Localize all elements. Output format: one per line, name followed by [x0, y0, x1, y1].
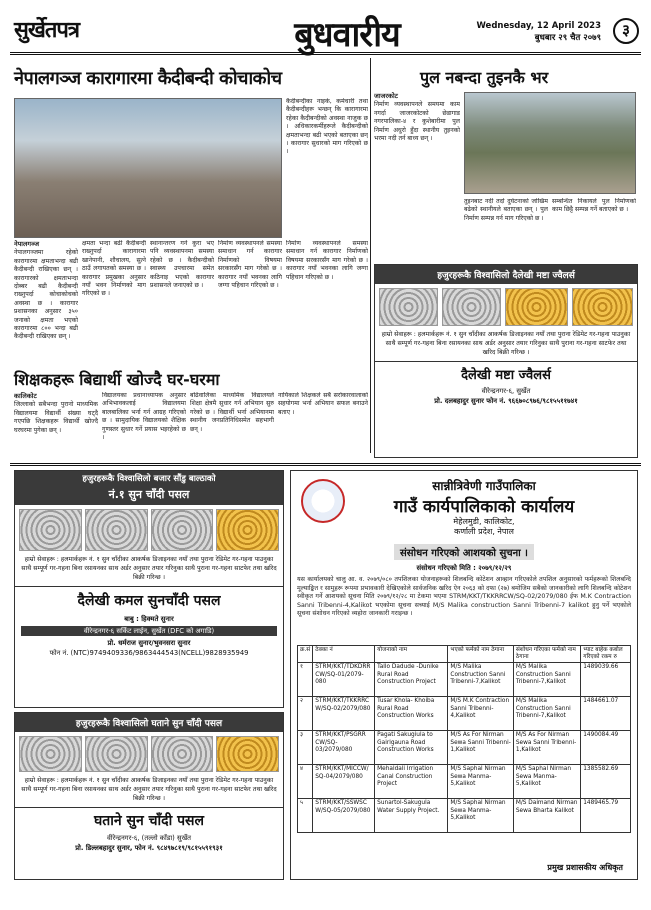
story1-byline: नेपालगञ्ज — [14, 240, 40, 248]
table-cell: M/S As For Nirman Sewa Sanni Tribenni-1,Kalikot — [513, 731, 580, 765]
story2-col3: सम्बन्धित निकायले पुल निर्माणको काम छिट्टै सम्पन्न गर्ने बताएको छ । — [552, 198, 636, 214]
table-cell: STRM/KKT/PSGRR CW/SQ-03/2079/080 — [313, 731, 375, 765]
necklace-image — [572, 288, 633, 326]
necklace-image — [216, 509, 279, 551]
notice-table-header-cell: भएको फर्मको नाम ठेगाना — [448, 646, 513, 663]
ad-ghatane-jewellers — [14, 712, 284, 880]
necklace-image — [19, 736, 82, 772]
table-cell: ३ — [298, 731, 313, 765]
table-cell: १ — [298, 663, 313, 697]
table-row — [298, 765, 631, 799]
story3-col2: विद्यालयका प्रधानाध्यापक अनुसार अभिभावकलाई विद्यालयमा बालबालिका भर्ना गर्न आग्रह गरिएको छ । सामुदायिक विद्यालयको शैक्षिक गुणस्तर सुधार गर्ने प्रयास भइरहेको छ । — [102, 392, 186, 442]
ad-ghatane-head: हजुरहरूकै विश्वासिलो घताने सुन चाँदी पसल — [15, 713, 283, 732]
ad-kamal-prop: प्रो. धर्मराज सुनार/भुवनसरा सुनार — [107, 639, 191, 647]
notice-office2: गाउँ कार्यपालिकाको कार्यालय — [393, 497, 575, 517]
table-cell: M/S Saphal Nirman Sewa Manma-5,Kalikot — [513, 765, 580, 799]
nepal-emblem-icon — [301, 479, 345, 523]
table-row — [298, 663, 631, 697]
dateline — [476, 20, 601, 44]
notice-table-header-cell: भ्याट बाहेक कबोल गरिएको रकम रु — [581, 646, 631, 663]
necklace-image — [151, 736, 214, 772]
table-cell: STRM/KKT/TKKRRC W/SQ-02/2079/080 — [313, 697, 375, 731]
necklace-image — [151, 509, 214, 551]
ad-mashta-text: हाम्रो सेवाहरू : हलमार्कहरू नं. १ सुन चाँदीका आकर्षक डिजाइनका नयाँ तथा पुराना रेडिमेट गर-गहना पाउनुका साथै सम्पूर्ण गर-गहना बिना रसायनका साथ अर्डर अनुसार तयार गरिनुका साथै पुराना गर-गहना साटफेर तथा खरिद बिक्री गरिन्छ । — [381, 331, 631, 356]
section-rule — [10, 463, 641, 466]
ad-kamal-head1: हजुरहरूकै विश्वासिलो बजार सौंडु बाल्ठाको — [15, 471, 283, 486]
municipality-notice — [290, 470, 638, 880]
story2-photo — [464, 92, 636, 194]
table-row — [298, 731, 631, 765]
ad-kamal-name: दैलेखी कमल सुनचाँदी पसल — [77, 593, 221, 609]
ad-mashta-address: वीरेन्द्रनगर-६, सुर्खेत — [481, 387, 531, 395]
table-cell: २ — [298, 697, 313, 731]
column-divider — [370, 58, 371, 453]
story1-col2: क्षमता भन्दा बढी कैदीबन्दी राख्नुपर्दा कारागारमा खानेपानी, शौचालय, सुत्ने ठाउँ लगायतको समस्या छ । कारागार प्रमुखका अनुसार नयाँ भवन निर्माणको माग गरिएको छ । — [82, 240, 146, 298]
story2-byline: जाजरकोट — [374, 92, 398, 100]
table-cell: STRM/KKT/SSWSC W/SQ-05/2079/080 — [313, 799, 375, 833]
notice-signature: प्रमुख प्रशासकीय अधिकृत — [547, 863, 623, 872]
story1-col4: कैदीबन्दीका नाइके, कर्मचारी तथा कैदीबन्दीहरू भन्छन् कि कारागारमा रहेका कैदीबन्दीको अवस्था नाजुक छ । अधिकारकर्मीहरूले कैदीबन्दीको क्षमताभन्दा बढी भएको बताएका छन् । कारागार सुधारको माग गरिएको छ । — [286, 98, 368, 156]
table-cell: M/S M.K Contraction Sanni Tribenni-4,Kalikot — [448, 697, 513, 731]
necklace-image — [216, 736, 279, 772]
table-cell: M/S Saphal Nirman Sewa Manma-5,Kalikot — [448, 799, 513, 833]
table-cell: 1489465.79 — [581, 799, 631, 833]
ad-kamal-jewellers — [14, 470, 284, 708]
story1-photo — [14, 98, 282, 238]
table-cell: STRM/KKT/TDKDRR CW/SQ-01/2079-080 — [313, 663, 375, 697]
notice-table-header — [298, 646, 631, 663]
story3-byline: कालिकोट — [14, 392, 37, 400]
story1-col5: निर्माण व्यवस्थापनले समस्या समाधान गर्न कारागार निर्माणको विषयमा सरकारसँग माग गरेको छ । कारागार नयाँ भवनका लागि जग्गा पहिचान गरिएको छ । — [218, 240, 282, 290]
notice-address2: कर्णाली प्रदेश, नेपाल — [454, 527, 514, 536]
necklace-image — [379, 288, 438, 326]
ad-mashta-head: हजुरहरूकै विश्वासिलो दैलेखी मष्टा ज्वैलर्स — [375, 265, 637, 284]
notice-date: संसोधन गरिएको मिति : २०७९/१२/२९ — [416, 564, 512, 572]
necklace-image — [442, 288, 501, 326]
ad-kamal-phone: फोन नं. (NTC)9749409336/9863444543(NCELL)9828935949 — [49, 649, 249, 657]
ad-ghatane-name: घताने सुन चाँदी पसल — [94, 813, 204, 829]
table-cell: Tusar Khola- Khoiba Rural Road Construction Works — [375, 697, 448, 731]
story1-col1: नेपालगञ्ज नेपालगञ्जमा रहेको कारागारमा क्षमताभन्दा बढी कैदीबन्दी राखिएका छन् । कारागारको क्षमताभन्दा दोब्बर बढी कैदीबन्दी राख्नुपर्दा कोचाकोचको अवस्था छ । कारागार प्रशासनका अनुसार ३५० जनाको क्षमता भएको कारागारमा ८०० भन्दा बढी कैदीबन्दी राखिएका छन् । — [14, 240, 78, 341]
table-cell: 1490084.49 — [581, 731, 631, 765]
ad-mashta-owner: प्रो. दलबहादुर सुनार फोन नं. ९६६७०८९७६/९८१५५११७४१ — [434, 397, 578, 405]
table-cell: M/S Daimand Nirman Sewa Bharta Kalikot — [513, 799, 580, 833]
story3-col1: कालिकोट जिल्लाको सबैभन्दा पुरानो माध्यमिक विद्यालयमा विद्यार्थी संख्या घट्दै गएपछि शिक्षकहरू विद्यार्थी खोज्दै घरघरमा पुगेका छन् । — [14, 392, 98, 434]
masthead-logo: सुर्खेतपत्र — [14, 17, 80, 43]
table-cell: Mehaldali Irrigation Canal Construction Project — [375, 765, 448, 799]
notice-address1: मेहेलमुडी, कालिकोट, — [453, 517, 515, 526]
story3-headline: शिक्षकहरू बिद्यार्थी खोज्दै घर-घरमा — [14, 370, 220, 389]
notice-title: संसोधन गरिएको आशयको सुचना । — [394, 544, 534, 560]
necklace-image — [85, 509, 148, 551]
notice-table-header-cell: संशोधन गरिएका फर्मको नाम ठेगाना — [513, 646, 580, 663]
ad-ghatane-text: हाम्रो सेवाहरू : हलमार्कहरू नं. १ सुन चाँदीका आकर्षक डिजाइनका नयाँ तथा पुराना रेडिमेट गर-गहना पाउनुका साथै सम्पूर्ण गर-गहना बिना रसायनका साथ अर्डर अनुसार तयार गरिनुका साथै पुराना गर-गहना साटफेर तथा खरिद बिक्री गरिन्छ । — [21, 777, 277, 802]
ad-ghatane-owner: प्रो. डिल्लबहादुर सुनार, फोन नं. ९८४९७८१९/९८१५५९१९३१ — [75, 844, 223, 852]
notice-body: यस कार्यालयको चालु आ. व. २०७९/०८० तपशिलका योजनाहरूको शिलबन्दि कोटेशन आव्हान गरिएकोले तपशिल अनुसारको फर्महरूको शिलबन्दि मूल्याङ्कित र सामुहरू रूपमा प्रभावकारी देखिएकोले सार्वजनिक खरिद ऐन २०६३ को दफा (२७) बमोजिम सबैको जानकारीको लागि शिलबन्दि कोटेशन स्वीकृत गर्ने आशयको सूचना मिति २०७९/१२/२८ मा टेकमा भएमा STRM/KKT/TKKRRCW/SQ-02/2079/080 ईफ M.K Contraction Sanni Tribenni-4,Kalikot भएकोमा सूचना सच्याई M/S Malika construction Sanni Tribenni-7 kalikot हुनु पर्ने भएकोले सूचना संशोधन गरिएको व्यहोरा जानकारी गराइन्छ । — [297, 576, 631, 618]
ad-mashta-name: दैलेखी मष्टा ज्वैलर्स — [461, 368, 551, 383]
ad-kamal-head2: नं.१ सुन चाँदी पसल — [15, 486, 283, 505]
ad-mashta-jewellers — [374, 264, 638, 458]
notice-table-header-cell: योजनाको नाम — [375, 646, 448, 663]
table-cell: Sunartol-Sakugula Water Supply Project. — [375, 799, 448, 833]
ad-ghatane-address: वीरेन्द्रनगर-६, (तल्लो काँडा) सुर्खेत — [106, 834, 192, 842]
notice-office1: सान्नीत्रिवेणी गाउँपालिका — [432, 479, 536, 493]
story1-col5b: निर्माण व्यवस्थापनले समस्या समाधान गर्न कारागार निर्माणको विषयमा सरकारसँग माग गरेको छ । कारागार नयाँ भवनका लागि जग्गा पहिचान गरिएको छ । — [286, 240, 368, 281]
table-cell: M/S Malika Construction Sanni Tribenni-7,Kalikot — [513, 663, 580, 697]
date-nepali: बुधबार २९ चैत २०७९ — [534, 33, 601, 43]
story2-col1: जाजरकोट निर्माण व्यवस्थापनले समयमा काम नगर्दा जाजरकोटको छेडागाड नगरपालिका-४ र कुशेबारीमा पुल निर्माण अधुरो हुँदा स्थानीय तुइनको भरमा नदी तर्न बाध्य छन् । — [374, 92, 460, 143]
table-row — [298, 697, 631, 731]
story2-col2: तुइनबाट नदी तर्दा दुर्घटनाको जोखिम बढेको स्थानीयले बताएका छन् । पुल निर्माण सम्पन्न गर्न माग गरिएको छ । — [464, 198, 548, 222]
table-cell: 1385582.69 — [581, 765, 631, 799]
story1-col3: स्थानान्तरण गर्ने कुरा भए पनि व्यवस्थापनमा समस्या रहेको छ । कैदीबन्दीको स्वास्थ्य उपचारमा समेत कठिनाइ भएको कारागार प्रशासनले जनाएको छ । — [150, 240, 214, 290]
table-row — [298, 799, 631, 833]
table-cell: 1489039.66 — [581, 663, 631, 697]
story2-headline: पुल नबन्दा तुइनकै भर — [420, 68, 549, 87]
notice-table-header-cell: क्र.सं — [298, 646, 313, 663]
necklace-image — [505, 288, 568, 326]
story3-col3: बढिवालिका माध्यमिक विद्यालयले शिक्षा क्षेत्रमै सुधार गर्न अभियान सुरु गरेको छ । विद्यार्थी भर्ना अभियानमा स्थानीय जनप्रतिनिधिसमेत सहभागी छन् । — [190, 392, 274, 433]
table-cell: STRM/KKT/MICCW/ SQ-04/2079/080 — [313, 765, 375, 799]
notice-table — [297, 645, 631, 833]
notice-table-header-cell: ठेक्का नं — [313, 646, 375, 663]
table-cell: M/S As For Nirman Sewa Sanni Tribenni-1,Kalikot — [448, 731, 513, 765]
page-title: बुधवारीय — [294, 15, 400, 55]
ad-kamal-owner: बाबु : हिक्मते सुनार — [124, 615, 174, 623]
table-cell: Tallo Dadude -Dunike Rural Road Construction Project — [375, 663, 448, 697]
table-cell: Pagati Sakugiula to Gairigauna Road Construction Works — [375, 731, 448, 765]
story3-col4: नायिकाले शिक्षकले सबै सरोकारवालाको सहयोगमा भर्ना अभियान सफल बनाउने बताए । — [278, 392, 368, 416]
page-number: ३ — [613, 18, 639, 44]
ad-kamal-text: हाम्रो सेवाहरू : हलमार्कहरू नं. १ सुन चाँदीका आकर्षक डिजाइनका नयाँ तथा पुराना रेडिमेट गर-गहना पाउनुका साथै सम्पूर्ण गर-गहना बिना रसायनका साथ अर्डर अनुसार तयार गरिनुका साथै पुराना गर-गहना साटफेर तथा खरिद बिक्री गरिन्छ । — [21, 556, 277, 581]
ad-kamal-address: वीरेन्द्रनगर-६ सर्किट लाईन, सुर्खेत (DFC को अगाडि) — [21, 626, 277, 636]
table-cell: 1484661.07 — [581, 697, 631, 731]
table-cell: M/S Malika Construction Sanni Tribenni-7,Kalikot — [448, 663, 513, 697]
table-cell: M/S Malika Construction Sanni Tribenni-7,Kalikot — [513, 697, 580, 731]
necklace-image — [19, 509, 82, 551]
table-cell: ४ — [298, 765, 313, 799]
date-english: Wednesday, 12 April 2023 — [476, 21, 601, 31]
table-cell: ५ — [298, 799, 313, 833]
story1-headline: नेपालगञ्ज कारागारमा कैदीबन्दी कोचाकोच — [14, 68, 282, 89]
table-cell: M/S Saphal Nirman Sewa Manma-5,Kalikot — [448, 765, 513, 799]
necklace-image — [85, 736, 148, 772]
masthead-rule — [10, 52, 641, 55]
